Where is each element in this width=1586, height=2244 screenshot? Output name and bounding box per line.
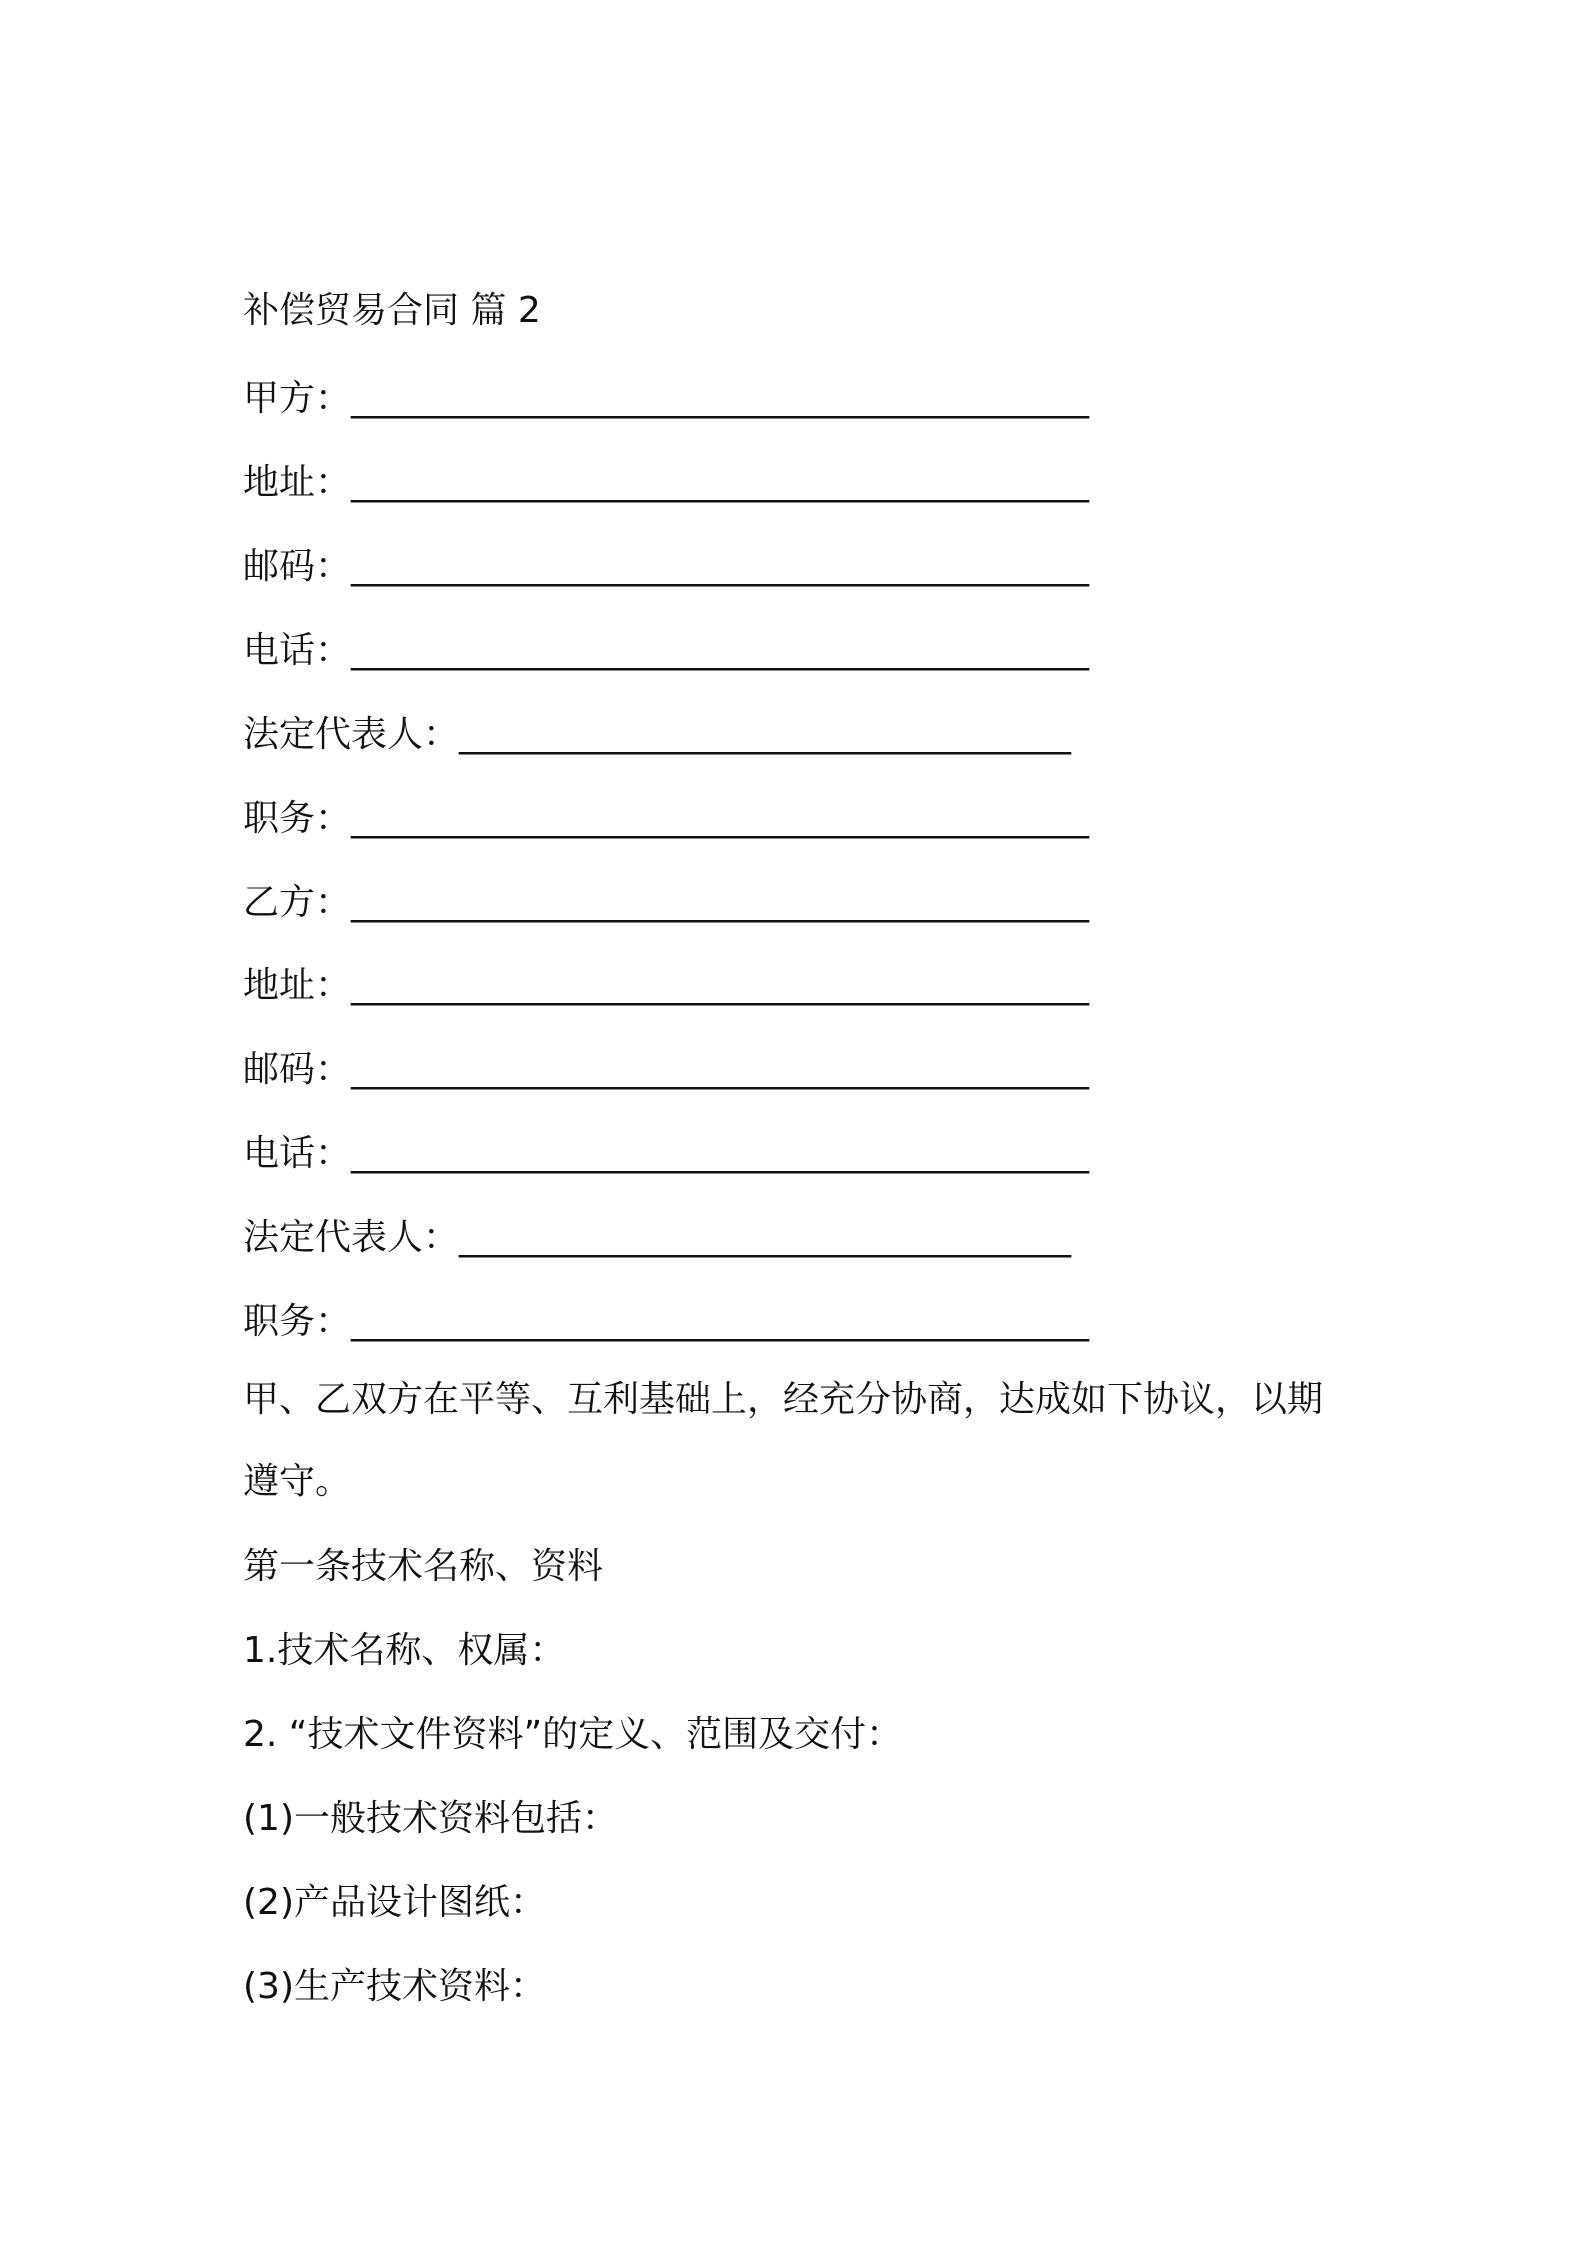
party-b-legal-rep-field: 法定代表人：__________________________________ (243, 1217, 1072, 1258)
article-1-item-2: 2. “技术文件资料”的定义、范围及交付： (243, 1714, 903, 1755)
party-a-address-field: 地址：_________________________________________ (243, 462, 1090, 503)
article-1-sub-item-1: (1)一般技术资料包括： (243, 1798, 618, 1839)
party-b-position-field: 职务：_________________________________________ (243, 1301, 1090, 1342)
party-b-field: 乙方：_________________________________________ (243, 882, 1090, 923)
intro-paragraph-line-2: 遵守。 (243, 1461, 352, 1502)
document-title: 补偿贸易合同 篇 2 (243, 290, 541, 331)
party-a-postcode-field: 邮码：_________________________________________ (243, 546, 1090, 587)
party-a-field: 甲方：_________________________________________ (243, 378, 1090, 419)
article-1-sub-item-3: (3)生产技术资料： (243, 1966, 546, 2007)
party-b-address-field: 地址：_________________________________________ (243, 965, 1090, 1006)
intro-paragraph-line-1: 甲、乙双方在平等、互利基础上，经充分协商，达成如下协议，以期 (243, 1379, 1324, 1420)
party-b-phone-field: 电话：_________________________________________ (243, 1133, 1090, 1174)
party-b-postcode-field: 邮码：_________________________________________ (243, 1049, 1090, 1090)
article-1-sub-item-2: (2)产品设计图纸： (243, 1882, 546, 1923)
article-1-item-1: 1.技术名称、权属： (243, 1630, 566, 1671)
party-a-position-field: 职务：_________________________________________ (243, 798, 1090, 839)
party-a-phone-field: 电话：_________________________________________ (243, 630, 1090, 671)
article-1-heading: 第一条技术名称、资料 (243, 1546, 604, 1587)
party-a-legal-rep-field: 法定代表人：__________________________________ (243, 714, 1072, 755)
